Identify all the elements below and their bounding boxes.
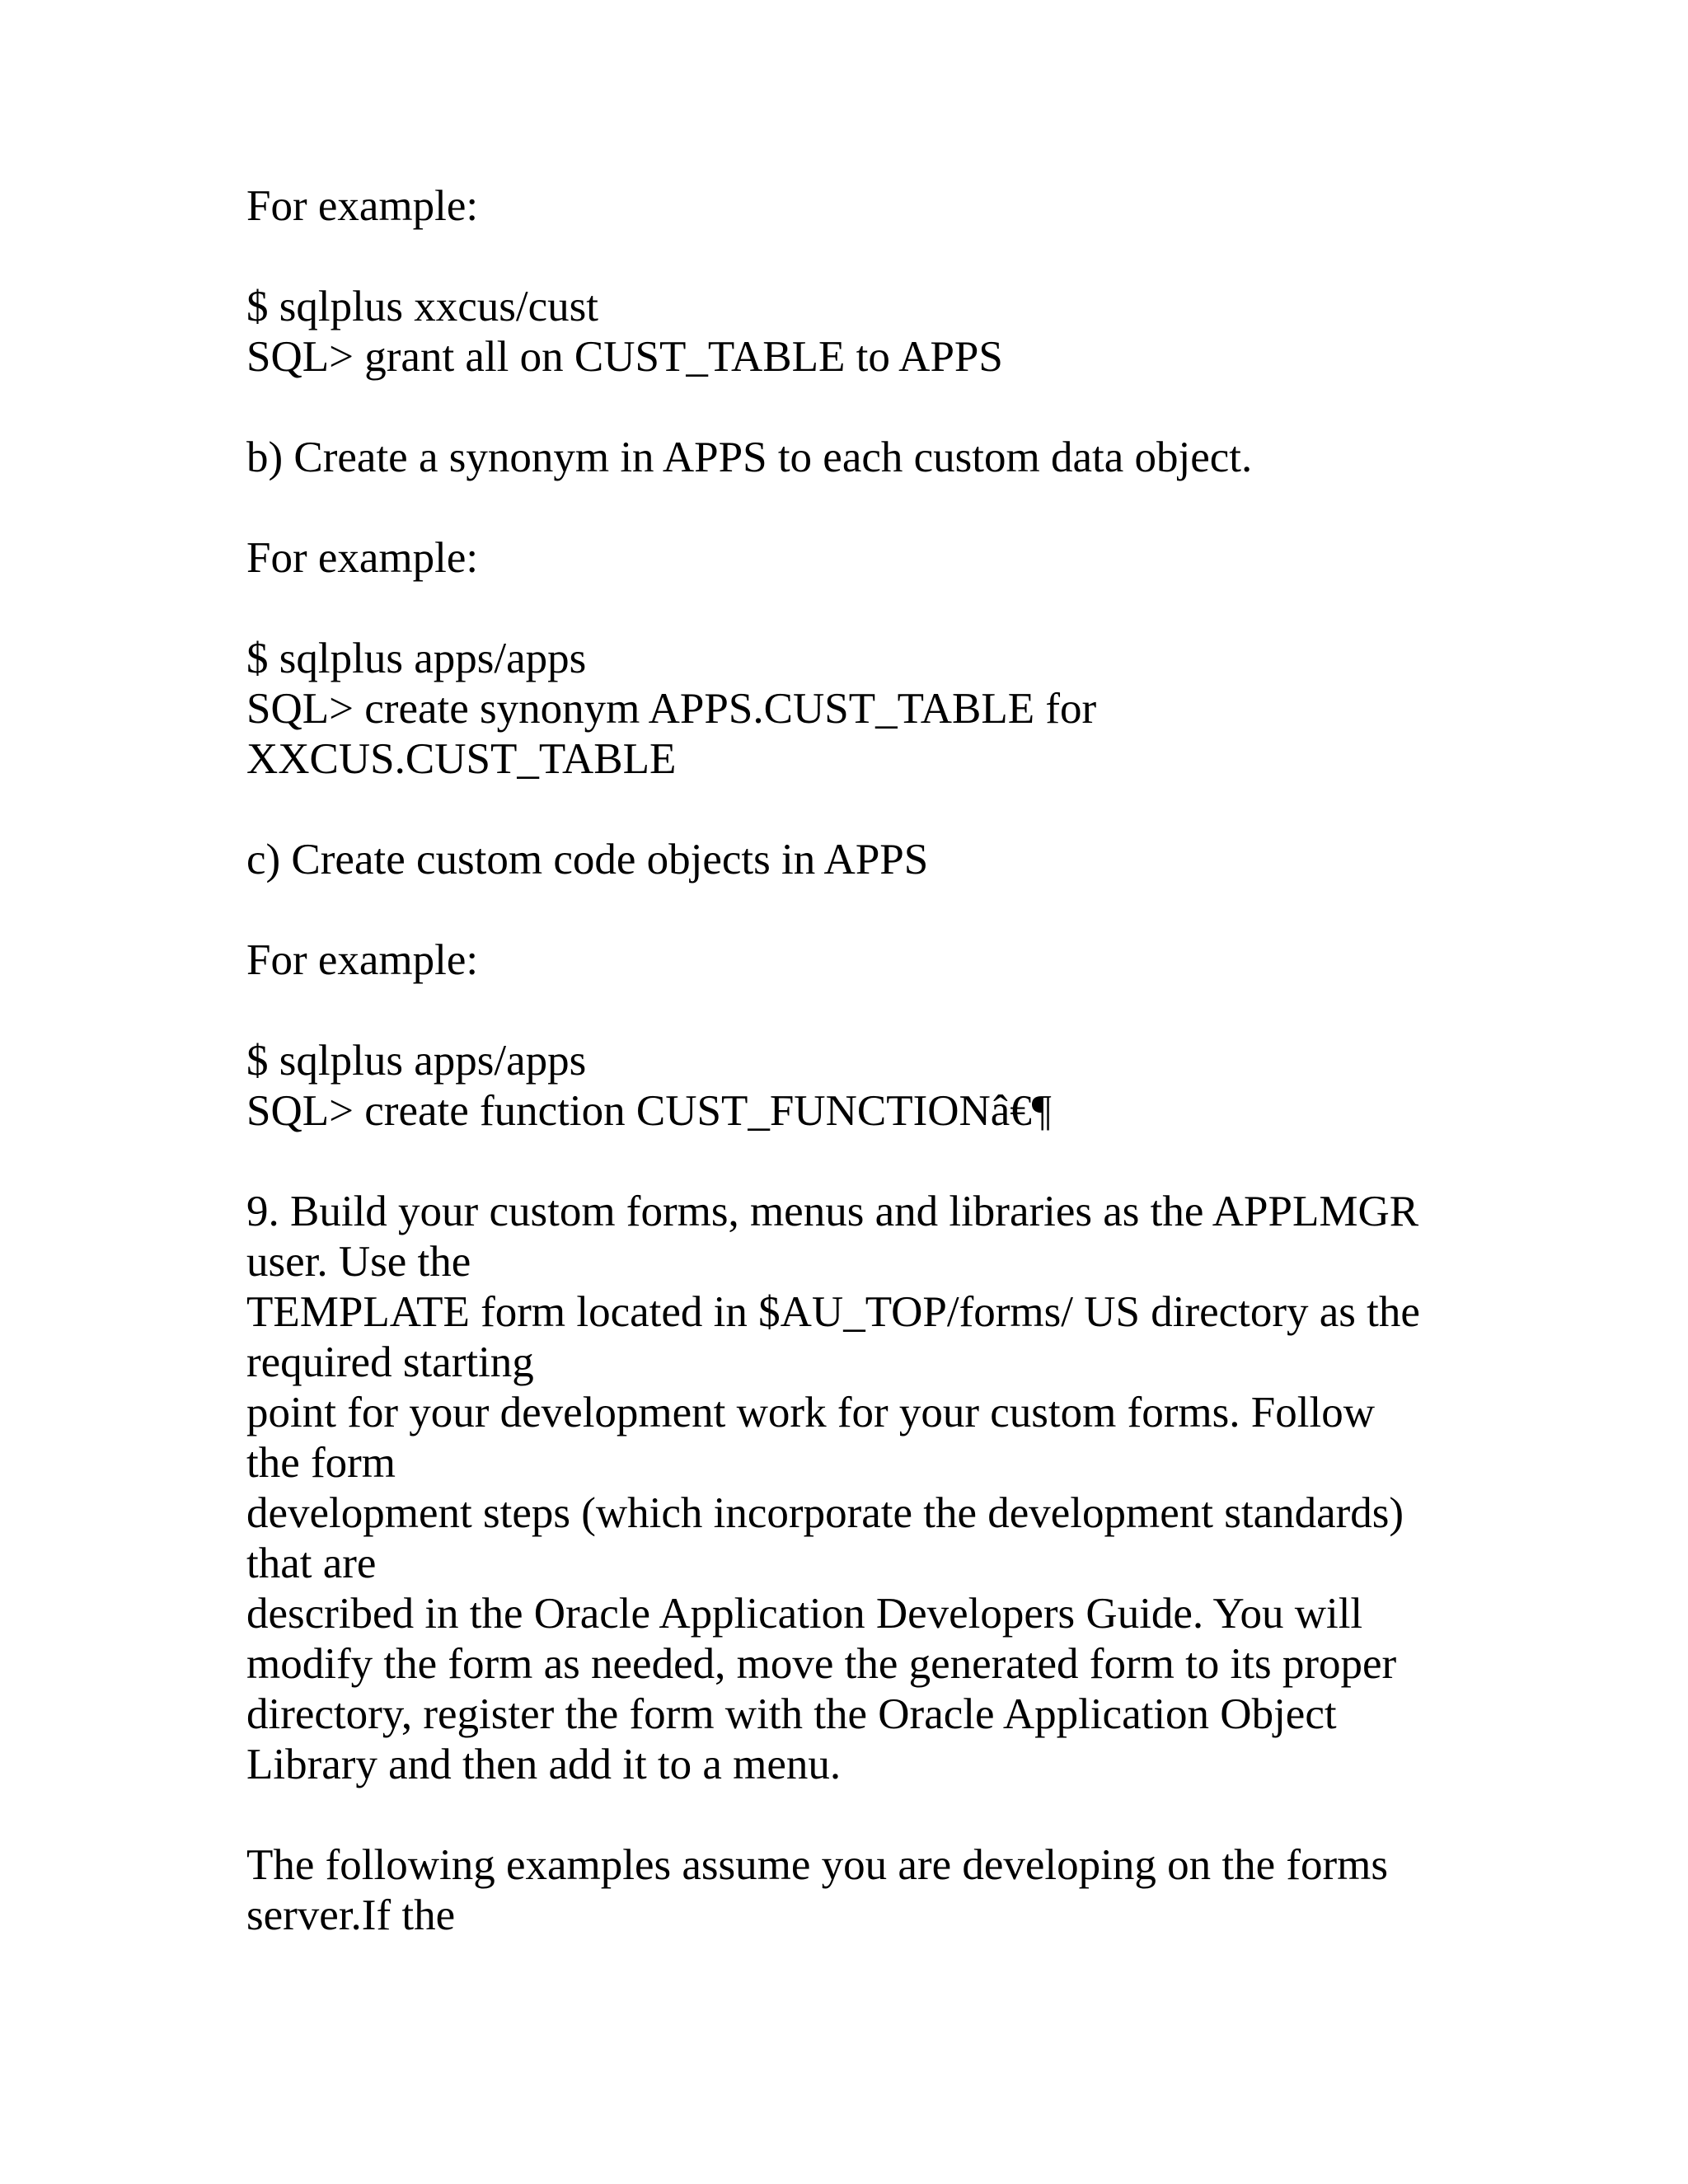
code-line: $ sqlplus apps/apps xyxy=(246,1037,587,1085)
code-line: XXCUS.CUST_TABLE xyxy=(246,735,677,783)
paragraph-line: described in the Oracle Application Developers Guide. You will xyxy=(246,1590,1363,1638)
paragraph-line: directory, register the form with the Oracle Application Object xyxy=(246,1690,1337,1738)
paragraph-line: required starting xyxy=(246,1338,534,1386)
paragraph-line: modify the form as needed, move the generated form to its proper xyxy=(246,1640,1397,1688)
paragraph-line: the form xyxy=(246,1439,396,1487)
paragraph-line: TEMPLATE form located in $AU_TOP/forms/ US directory as the xyxy=(246,1288,1420,1336)
paragraph-line: point for your development work for your custom forms. Follow xyxy=(246,1389,1375,1436)
example-label: For example: xyxy=(246,182,479,230)
code-line: SQL> create function CUST_FUNCTIONâ€¶ xyxy=(246,1087,1052,1135)
code-line: SQL> create synonym APPS.CUST_TABLE for xyxy=(246,685,1097,733)
paragraph-line: 9. Build your custom forms, menus and libraries as the APPLMGR xyxy=(246,1188,1419,1235)
code-line: $ sqlplus apps/apps xyxy=(246,635,587,682)
step-heading-b: b) Create a synonym in APPS to each custom data object. xyxy=(246,434,1253,481)
example-label: For example: xyxy=(246,534,479,582)
paragraph-line: Library and then add it to a menu. xyxy=(246,1741,842,1788)
example-label: For example: xyxy=(246,936,479,984)
step-heading-c: c) Create custom code objects in APPS xyxy=(246,836,929,883)
paragraph-line: that are xyxy=(246,1540,377,1587)
paragraph-line: user. Use the xyxy=(246,1238,471,1286)
paragraph-line: server.If the xyxy=(246,1891,456,1939)
code-line: $ sqlplus xxcus/cust xyxy=(246,283,598,330)
code-line: SQL> grant all on CUST_TABLE to APPS xyxy=(246,333,1003,381)
paragraph-line: development steps (which incorporate the development standards) xyxy=(246,1489,1404,1537)
paragraph-line: The following examples assume you are developing on the forms xyxy=(246,1841,1389,1889)
